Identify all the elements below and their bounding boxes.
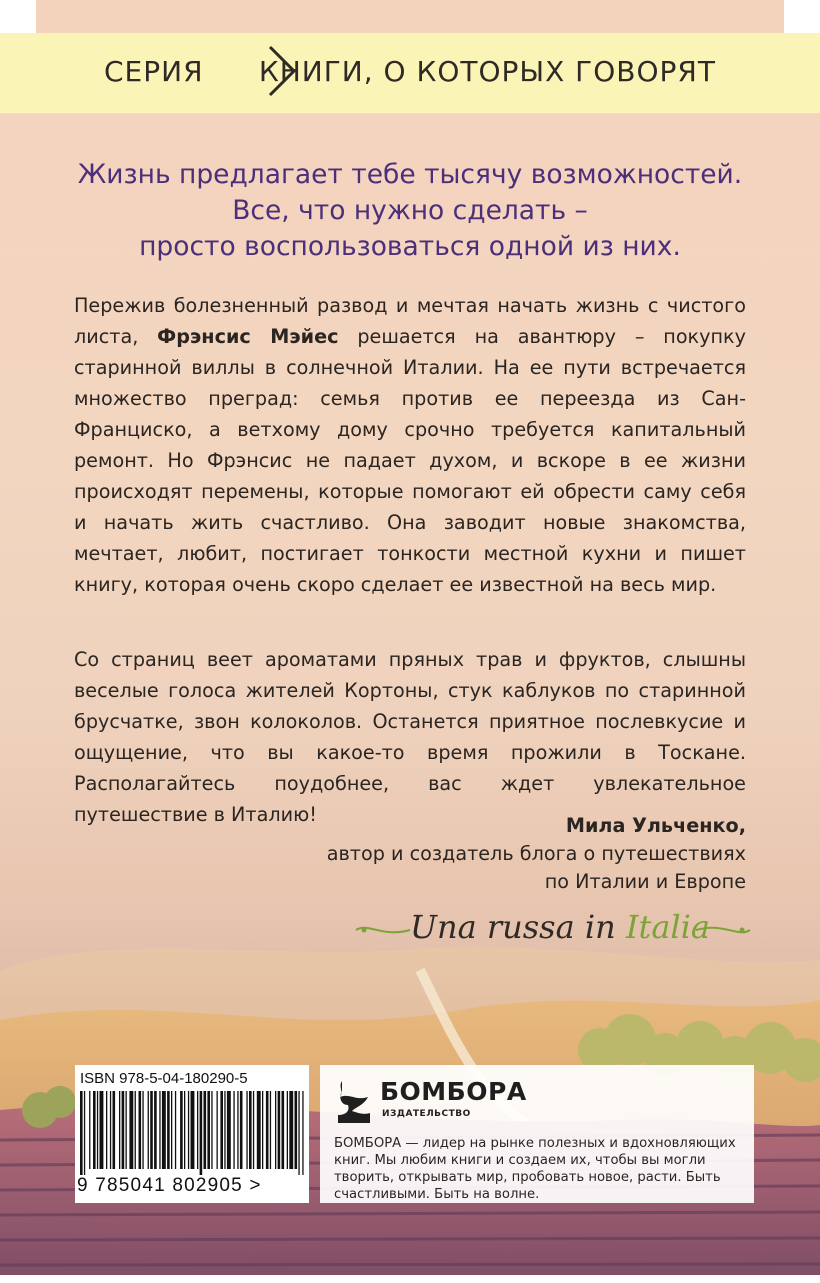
barcode-bar [110, 1091, 111, 1169]
tagline-line-2: Все, что нужно сделать – [232, 195, 588, 226]
barcode-bar [240, 1091, 243, 1169]
barcode [80, 1091, 304, 1175]
series-label: СЕРИЯ [104, 55, 204, 88]
barcode-bar [200, 1091, 203, 1175]
description-intro: Пережив болезненный развод и мечтая начать жизнь с чистого листа, [74, 294, 746, 348]
barcode-bar [113, 1091, 116, 1169]
barcode-bar [220, 1091, 223, 1169]
barcode-bar [93, 1091, 96, 1169]
barcode-bar [126, 1091, 127, 1169]
barcode-bar [97, 1091, 98, 1169]
publisher-description: БОМБОРА — лидер на рынке полезных и вдохновляющих книг. Мы любим книги и создаем их, чтобы вы могли творить, открывать мир, пробовать новое, расти. Быть счастливыми. Быть на волне. [334, 1136, 736, 1202]
review-signature [327, 812, 746, 896]
barcode-bar [100, 1091, 104, 1169]
barcode-bar [257, 1091, 261, 1169]
barcode-bar [175, 1091, 176, 1169]
isbn-digits: 9 785041 802905 > [77, 1175, 262, 1196]
barcode-bar [197, 1091, 198, 1169]
barcode-bar [295, 1091, 298, 1169]
barcode-bar [154, 1091, 157, 1169]
review-text: Со страниц веет ароматами пряных трав и фруктов, слышны веселые голоса жителей Кортоны, стук каблуков по старинной брусчатке, звон колоколов. Останется приятное послевкусие и ощущение, что вы какое-то время прожили в Тоскане. Располагайтесь поудобнее, вас ждет увлекательное путешествие в Италию! [74, 648, 746, 826]
barcode-bar [204, 1091, 207, 1169]
blog-name-accent: Italia [625, 908, 710, 946]
blog-name: Una russa in Italia [410, 908, 710, 946]
barcode-bar [139, 1091, 142, 1169]
book-description [74, 290, 746, 600]
barcode-bar [89, 1091, 90, 1169]
barcode-bar [278, 1091, 281, 1169]
barcode-bar [217, 1091, 218, 1169]
barcode-bar [129, 1091, 133, 1169]
barcode-bar [262, 1091, 263, 1169]
barcode-bar [227, 1091, 231, 1169]
publisher-block [320, 1065, 754, 1203]
barcode-bar [171, 1091, 172, 1169]
barcode-bar [298, 1091, 299, 1175]
barcode-bar [142, 1091, 143, 1169]
barcode-bar [289, 1091, 293, 1169]
barcode-bar [275, 1091, 276, 1169]
bombora-logo-icon [334, 1077, 374, 1127]
barcode-bar [249, 1091, 252, 1169]
isbn-label: ISBN 978-5-04-180290-5 [80, 1070, 248, 1087]
tagline-line-1: Жизнь предлагает тебе тысячу возможностей. [77, 159, 743, 190]
barcode-bar [233, 1091, 234, 1169]
barcode-bar [80, 1091, 83, 1175]
barcode-bar [119, 1091, 120, 1169]
reviewer-name: Мила Ульченко, [565, 814, 746, 837]
series-banner [0, 33, 820, 114]
barcode-bar [162, 1091, 166, 1169]
barcode-bar [150, 1091, 153, 1169]
flourish-right-icon [694, 920, 752, 940]
barcode-bar [237, 1091, 238, 1169]
barcode-bar [188, 1091, 189, 1169]
barcode-bar [302, 1091, 303, 1175]
barcode-bar [184, 1091, 185, 1169]
barcode-bar [211, 1091, 212, 1169]
barcode-bar [167, 1091, 170, 1169]
tagline [60, 157, 760, 265]
barcode-bar [266, 1091, 269, 1169]
series-name: КНИГИ, О КОТОРЫХ ГОВОРЯТ [258, 55, 716, 88]
barcode-bar [282, 1091, 285, 1169]
author-name: Фрэнсис Мэйес [157, 325, 339, 348]
barcode-bar [135, 1091, 136, 1169]
barcode-bar [84, 1091, 85, 1175]
barcode-bar [191, 1091, 195, 1169]
reviewer-role-line-2: по Италии и Европе [544, 870, 746, 893]
blog-signature [330, 906, 750, 956]
tagline-line-3: просто воспользоваться одной из них. [139, 231, 681, 262]
description-body: решается на авантюру – покупку старинной виллы в солнечной Италии. На ее пути встречается множество преград: семья против ее переезда из Сан-Франциско, а ветхому дому срочно требуется капитальный ремонт. Но Фрэнсис не падает духом, и вскоре в ее жизни происходят перемены, которые помогают ей обрести саму себя и начать жить счастливо. Она заводит новые знакомства, мечтает, любит, постигает тонкости местной кухни и пишет книгу, которая очень скоро сделает ее известной на весь мир. [74, 325, 746, 596]
barcode-bar [207, 1091, 210, 1169]
barcode-bar [246, 1091, 247, 1169]
barcode-bar [224, 1091, 225, 1169]
reviewer-role-line-1: автор и создатель блога о путешествиях [326, 842, 746, 865]
isbn-barcode-block [75, 1065, 309, 1203]
barcode-bar [159, 1091, 160, 1169]
barcode-bar [148, 1091, 149, 1169]
barcode-bar [287, 1091, 288, 1169]
publisher-subtitle: ИЗДАТЕЛЬСТВО [382, 1109, 471, 1119]
barcode-bar [106, 1091, 107, 1169]
barcode-bar [270, 1091, 271, 1169]
header-margin-left [0, 0, 36, 33]
barcode-bar [122, 1091, 125, 1169]
barcode-bar [180, 1091, 183, 1169]
barcode-bar [253, 1091, 254, 1169]
publisher-name: БОМБОРА [380, 1077, 527, 1106]
flourish-left-icon [354, 920, 412, 940]
header-margin-right [784, 0, 820, 33]
